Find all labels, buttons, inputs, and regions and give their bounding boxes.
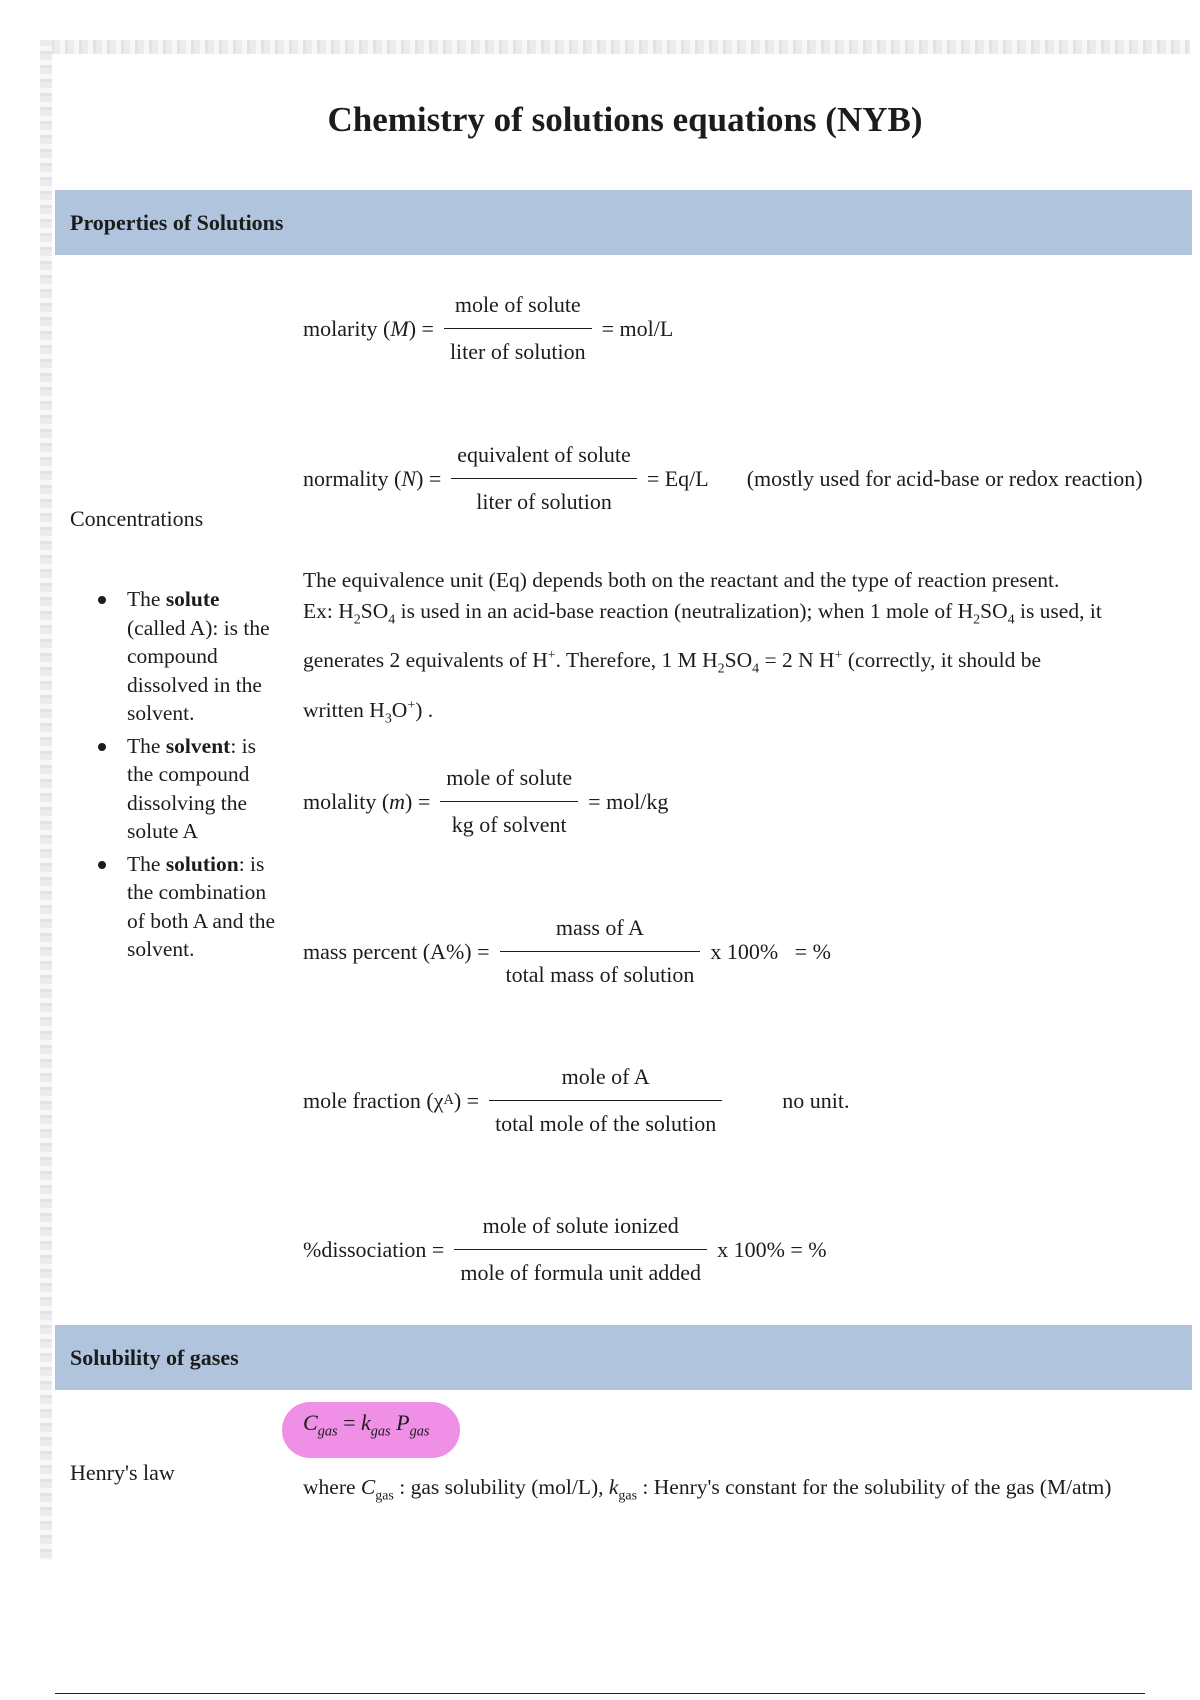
page-title: Chemistry of solutions equations (NYB) [327, 100, 923, 139]
normality-equation: normality ( N ) = $\frac{\text{equivalent of solute}}{\text{liter of solution}}$ = Eq/L (mostly used for acid-base or redox reaction) [303, 442, 1143, 514]
mass-percent-equation: mass percent (A%) = $\frac{\text{mass of A}}{\text{total mass of solution}}$ x 100% = % [303, 915, 831, 987]
molality-fraction: $\frac{\text{mole of solute}}{\text{kg of solvent}}$ [440, 765, 578, 838]
molarity-fraction: $\frac{\text{mole of solute}}{\text{liter of solution}}$ [444, 292, 592, 365]
mole-fraction-fraction: $\frac{\text{mole of A}}{\text{total mole of the solution}}$ [489, 1064, 722, 1137]
section-header-gases [55, 1325, 1192, 1390]
section-title-properties: Properties of Solutions [70, 210, 284, 235]
bullet-icon [98, 743, 106, 751]
list-item-solute: The solute (called A): is the compound dissolved in the solvent. [92, 585, 282, 728]
section-title-gases: Solubility of gases [70, 1345, 239, 1370]
dissociation-fraction: $\frac{\text{mole of solute ionized}}{\text{mole of formula unit added}}$ [454, 1213, 707, 1286]
mass-percent-fraction: $\frac{\text{mass of A}}{\text{total mass of solution}}$ [500, 915, 701, 988]
henrys-law-label: Henry's law [70, 1460, 175, 1485]
molality-equation: molality ( m ) = $\frac{\text{mole of solute}}{\text{kg of solvent}}$ = mol/kg [303, 765, 669, 837]
footer-divider [55, 1693, 1145, 1694]
normality-note: (mostly used for acid-base or redox reaction) [746, 465, 1143, 491]
paper-edge-left [40, 40, 52, 1560]
paper-edge-top [40, 40, 1190, 54]
bullet-icon [98, 596, 106, 604]
normality-fraction: $\frac{\text{equivalent of solute}}{\text{liter of solution}}$ [451, 442, 637, 515]
bullet-icon [98, 861, 106, 869]
henry-equation: $C_{gas} = k_{gas}$ $P_{gas}$ [303, 1410, 430, 1440]
list-item-solvent: The solvent: is the compound dissolving the solute A [92, 732, 282, 846]
equivalence-paragraph: The equivalence unit (Eq) depends both on the reactant and the type of reaction present. Ex: $H_2SO_4$ is used in an acid-base reaction (neutralization); when 1 mole of $H_2SO_4$ is used, it generates 2 equivalents of H+. Therefore, 1 M $H_2SO_4 = 2$ N H+ (correctly, it should be written $H_3O^+$) . [303, 568, 1102, 727]
concentrations-label: Concentrations [70, 506, 204, 531]
dissociation-equation: %dissociation = $\frac{\text{mole of solute ionized}}{\text{mole of formula unit added}}$ x 100% = % [303, 1213, 827, 1285]
definitions-list [92, 585, 282, 964]
molarity-equation: molarity ( M ) = $\frac{\text{mole of solute}}{\text{liter of solution}}$ = mol/L [303, 292, 674, 364]
henry-definition: where $C_{gas}$ : gas solubility (mol/L), $k_{gas}$ : Henry's constant for the solubility of the gas (M/atm) [303, 1475, 1112, 1504]
mole-fraction-equation: mole fraction (χ A ) = $\frac{\text{mole of A}}{\text{total mole of the solution}}$ no unit. [303, 1064, 850, 1136]
list-item-solution: The solution: is the combination of both A and the solvent. [92, 850, 282, 964]
section-header-properties [55, 190, 1192, 255]
